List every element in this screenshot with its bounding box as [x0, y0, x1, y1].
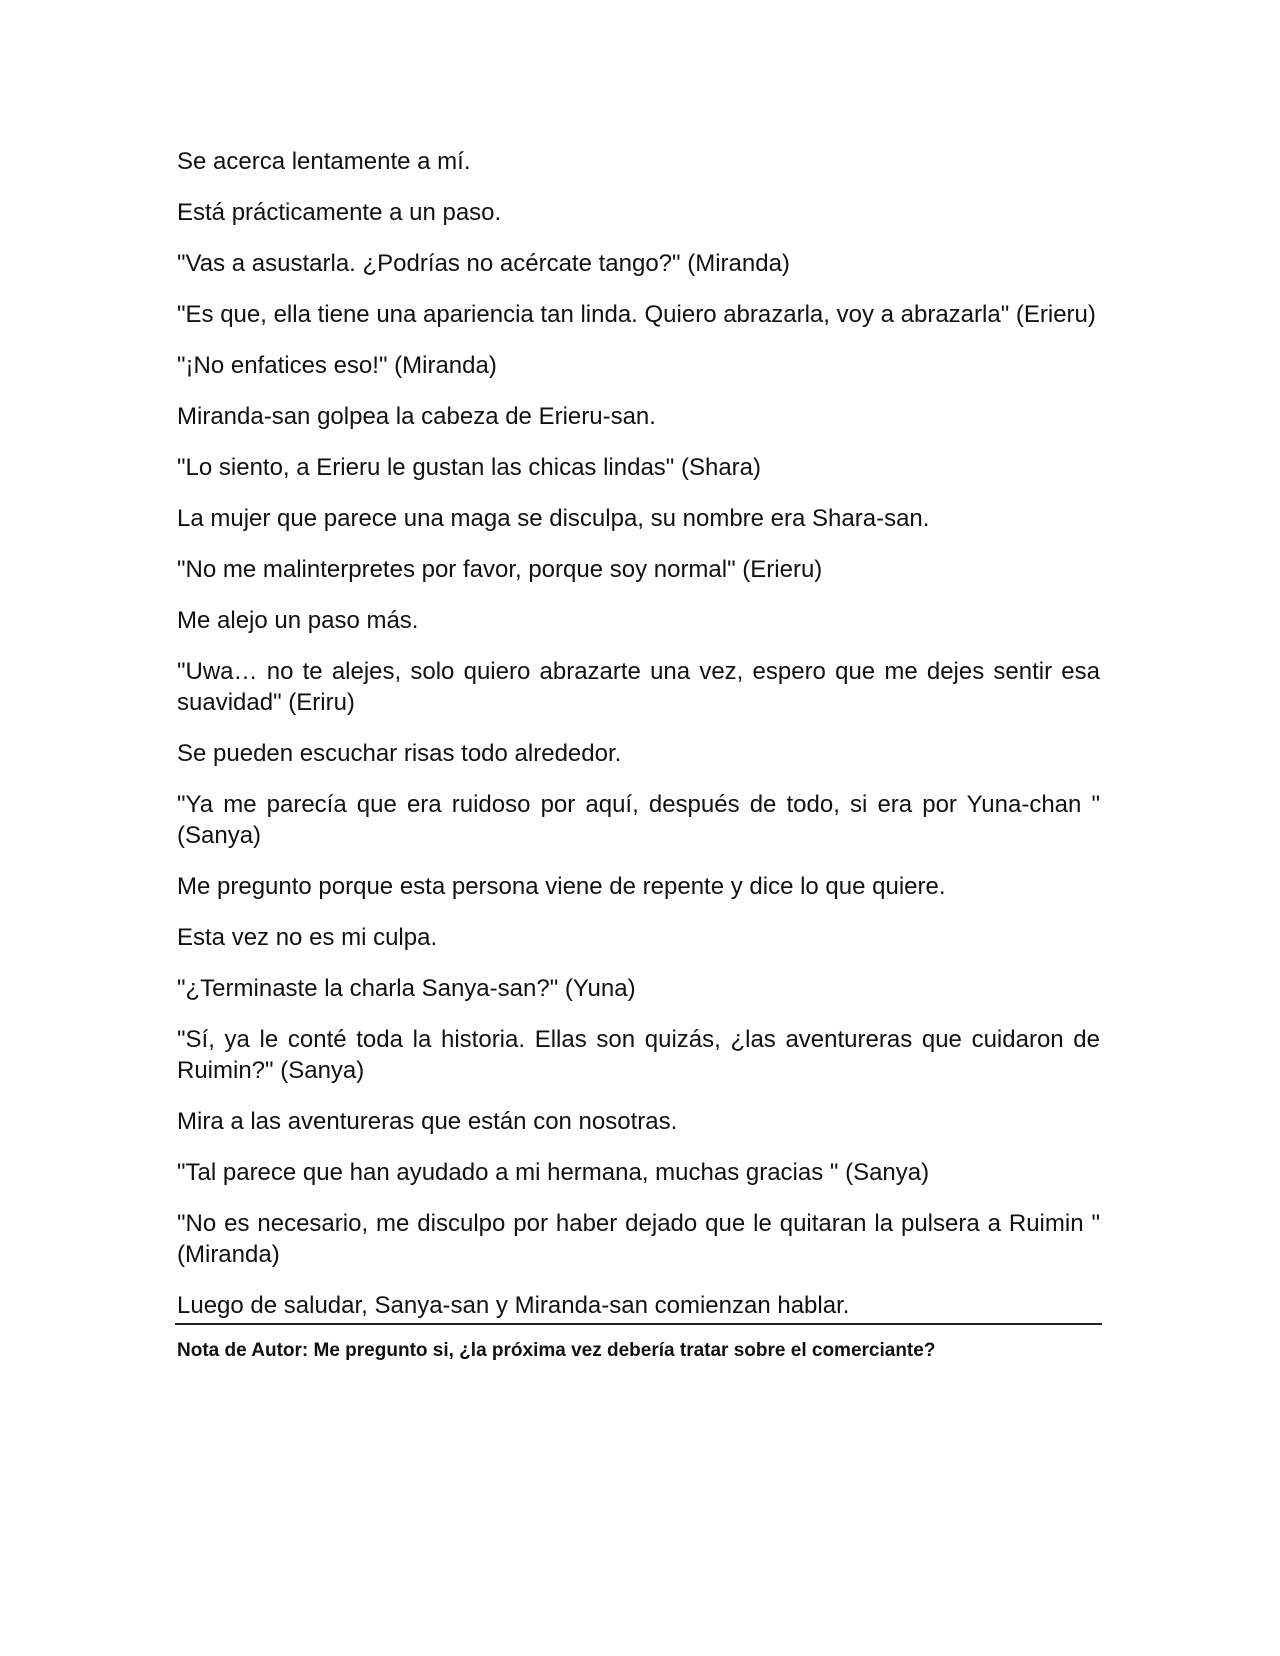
paragraph: La mujer que parece una maga se disculpa, su nombre era Shara-san. [177, 505, 930, 532]
document-body [177, 146, 1100, 1364]
paragraph: Se pueden escuchar risas todo alrededor. [177, 740, 622, 767]
paragraph: "Lo siento, a Erieru le gustan las chicas lindas" (Shara) [177, 454, 762, 481]
paragraph: Me pregunto porque esta persona viene de repente y dice lo que quiere. [177, 873, 946, 900]
paragraph: "Sí, ya le conté toda la historia. Ellas son quizás, ¿las aventureras que cuidaron de Ruimin?" (Sanya) [177, 1026, 1100, 1084]
paragraph: "Ya me parecía que era ruidoso por aquí, después de todo, si era por Yuna-chan " (Sanya) [177, 791, 1100, 849]
paragraph: Está prácticamente a un paso. [177, 199, 502, 226]
paragraph: Miranda-san golpea la cabeza de Erieru-san. [177, 403, 656, 430]
paragraph: Me alejo un paso más. [177, 607, 419, 634]
paragraph: "Tal parece que han ayudado a mi hermana, muchas gracias " (Sanya) [177, 1159, 930, 1186]
horizontal-divider [175, 1323, 1102, 1325]
paragraph: "¿Terminaste la charla Sanya-san?" (Yuna) [177, 975, 636, 1002]
paragraph: Mira a las aventureras que están con nosotras. [177, 1108, 678, 1135]
paragraph: "No me malinterpretes por favor, porque soy normal" (Erieru) [177, 556, 823, 583]
paragraph: "¡No enfatices eso!" (Miranda) [177, 352, 497, 379]
paragraph: "No es necesario, me disculpo por haber dejado que le quitaran la pulsera a Ruimin " (Miranda) [177, 1210, 1100, 1268]
paragraph: Se acerca lentamente a mí. [177, 148, 471, 175]
paragraph: "Es que, ella tiene una apariencia tan linda. Quiero abrazarla, voy a abrazarla" (Erieru) [177, 301, 1096, 328]
paragraph: Esta vez no es mi culpa. [177, 924, 438, 951]
paragraph: "Uwa… no te alejes, solo quiero abrazarte una vez, espero que me dejes sentir esa suavidad" (Eriru) [177, 658, 1100, 716]
paragraph: Luego de saludar, Sanya-san y Miranda-san comienzan hablar. [177, 1292, 850, 1319]
author-note: Nota de Autor: Me pregunto si, ¿la próxima vez debería tratar sobre el comerciante? [177, 1340, 936, 1361]
paragraph: "Vas a asustarla. ¿Podrías no acércate tango?" (Miranda) [177, 250, 790, 277]
